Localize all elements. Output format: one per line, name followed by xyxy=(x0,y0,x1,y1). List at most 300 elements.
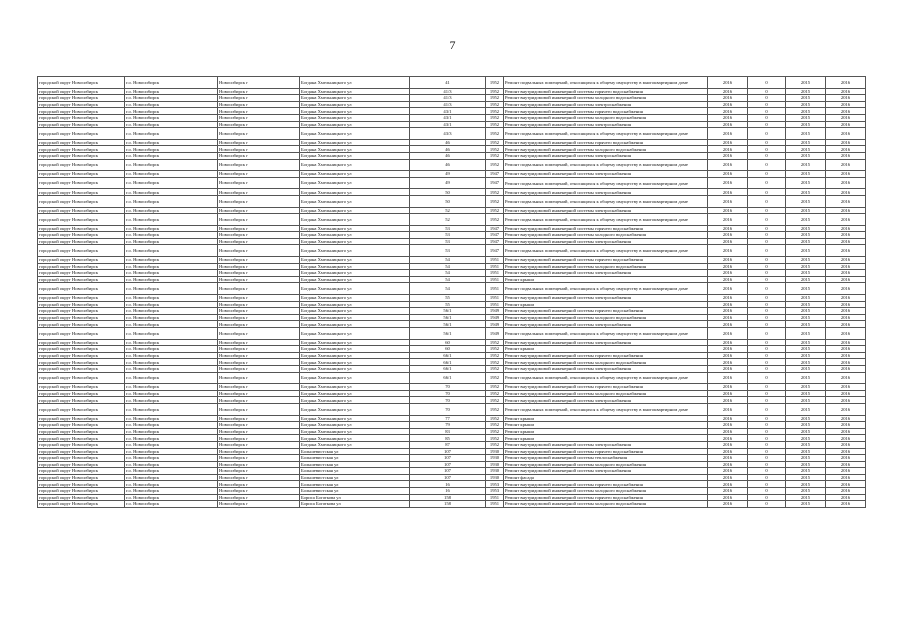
cell-locality: Новосибирск г xyxy=(218,171,300,178)
table-row xyxy=(38,121,866,128)
cell-district: г.о. Новосибирск xyxy=(125,474,218,481)
cell-end-year: 2016 xyxy=(826,372,866,384)
cell-street: Богдана Хмельницкого ул xyxy=(300,422,410,429)
cell-start-year: 2015 xyxy=(786,301,826,308)
cell-district: г.о. Новосибирск xyxy=(125,321,218,328)
cell-amount: 0 xyxy=(748,146,786,153)
cell-district: г.о. Новосибирск xyxy=(125,352,218,359)
cell-work-type: Ремонт внутридомовой инженерной системы горячего водоснабжения xyxy=(504,88,708,95)
table-row xyxy=(38,488,866,495)
cell-locality: Новосибирск г xyxy=(218,146,300,153)
cell-build-year: 1952 xyxy=(486,77,504,89)
cell-district: г.о. Новосибирск xyxy=(125,128,218,140)
cell-house-number: 107 xyxy=(410,474,486,481)
cell-amount: 0 xyxy=(748,384,786,391)
cell-work-type: Ремонт внутридомовой инженерной системы электроснабжения xyxy=(504,397,708,404)
cell-work-type: Ремонт внутридомовой инженерной системы электроснабжения xyxy=(504,365,708,372)
cell-end-year: 2016 xyxy=(826,177,866,189)
cell-start-year: 2015 xyxy=(786,128,826,140)
table-row xyxy=(38,177,866,189)
cell-end-year: 2016 xyxy=(826,257,866,264)
table-row xyxy=(38,455,866,462)
cell-start-year: 2015 xyxy=(786,384,826,391)
cell-amount: 0 xyxy=(748,359,786,366)
cell-street: Богдана Хмельницкого ул xyxy=(300,189,410,196)
cell-district: г.о. Новосибирск xyxy=(125,295,218,302)
cell-plan-year: 2016 xyxy=(708,171,748,178)
table-row xyxy=(38,321,866,328)
cell-plan-year: 2016 xyxy=(708,295,748,302)
cell-end-year: 2016 xyxy=(826,232,866,239)
cell-end-year: 2016 xyxy=(826,384,866,391)
table-row xyxy=(38,159,866,171)
cell-amount: 0 xyxy=(748,390,786,397)
table-row xyxy=(38,494,866,501)
cell-district: г.о. Новосибирск xyxy=(125,501,218,508)
cell-work-type: Ремонт крыши xyxy=(504,415,708,422)
cell-end-year: 2016 xyxy=(826,346,866,353)
cell-build-year: 1952 xyxy=(486,146,504,153)
cell-plan-year: 2016 xyxy=(708,189,748,196)
cell-locality: Новосибирск г xyxy=(218,422,300,429)
cell-build-year: 1952 xyxy=(486,189,504,196)
cell-amount: 0 xyxy=(748,270,786,277)
cell-street: Богдана Хмельницкого ул xyxy=(300,108,410,115)
cell-district: г.о. Новосибирск xyxy=(125,146,218,153)
cell-end-year: 2016 xyxy=(826,77,866,89)
cell-start-year: 2015 xyxy=(786,441,826,448)
cell-street: Богдана Хмельницкого ул xyxy=(300,257,410,264)
cell-build-year: 1930 xyxy=(486,461,504,468)
cell-work-type: Ремонт подвальных помещений, относящихся к общему имуществу в многоквартирном доме xyxy=(504,328,708,340)
cell-house-number: 107 xyxy=(410,448,486,455)
cell-municipality: городской округ Новосибирск xyxy=(38,245,125,257)
cell-municipality: городской округ Новосибирск xyxy=(38,177,125,189)
cell-plan-year: 2016 xyxy=(708,177,748,189)
cell-locality: Новосибирск г xyxy=(218,195,300,207)
cell-plan-year: 2016 xyxy=(708,139,748,146)
cell-district: г.о. Новосибирск xyxy=(125,365,218,372)
cell-end-year: 2016 xyxy=(826,501,866,508)
cell-end-year: 2016 xyxy=(826,95,866,102)
cell-start-year: 2015 xyxy=(786,435,826,442)
cell-street: Богдана Хмельницкого ул xyxy=(300,152,410,159)
cell-street: Большевистская ул xyxy=(300,455,410,462)
cell-start-year: 2015 xyxy=(786,488,826,495)
cell-street: Богдана Хмельницкого ул xyxy=(300,283,410,295)
cell-locality: Новосибирск г xyxy=(218,474,300,481)
cell-municipality: городской округ Новосибирск xyxy=(38,295,125,302)
cell-district: г.о. Новосибирск xyxy=(125,257,218,264)
table-row xyxy=(38,415,866,422)
cell-municipality: городской округ Новосибирск xyxy=(38,488,125,495)
cell-house-number: 83 xyxy=(410,428,486,435)
cell-municipality: городской округ Новосибирск xyxy=(38,159,125,171)
table-row xyxy=(38,95,866,102)
cell-build-year: 1952 xyxy=(486,159,504,171)
cell-locality: Новосибирск г xyxy=(218,428,300,435)
cell-plan-year: 2016 xyxy=(708,359,748,366)
cell-work-type: Ремонт внутридомовой инженерной системы электроснабжения xyxy=(504,207,708,214)
cell-locality: Новосибирск г xyxy=(218,121,300,128)
cell-locality: Новосибирск г xyxy=(218,128,300,140)
cell-plan-year: 2016 xyxy=(708,257,748,264)
cell-work-type: Ремонт внутридомовой инженерной системы холодного водоснабжения xyxy=(504,263,708,270)
cell-end-year: 2016 xyxy=(826,159,866,171)
cell-build-year: 1947 xyxy=(486,177,504,189)
cell-amount: 0 xyxy=(748,114,786,121)
cell-street: Богдана Хмельницкого ул xyxy=(300,314,410,321)
cell-municipality: городской округ Новосибирск xyxy=(38,171,125,178)
cell-district: г.о. Новосибирск xyxy=(125,422,218,429)
cell-start-year: 2015 xyxy=(786,494,826,501)
cell-house-number: 49 xyxy=(410,177,486,189)
table-row xyxy=(38,501,866,508)
table-row xyxy=(38,328,866,340)
cell-street: Богдана Хмельницкого ул xyxy=(300,403,410,415)
cell-amount: 0 xyxy=(748,263,786,270)
cell-end-year: 2016 xyxy=(826,245,866,257)
cell-build-year: 1951 xyxy=(486,276,504,283)
cell-start-year: 2015 xyxy=(786,474,826,481)
cell-amount: 0 xyxy=(748,352,786,359)
cell-work-type: Ремонт внутридомовой инженерной системы горячего водоснабжения xyxy=(504,225,708,232)
cell-plan-year: 2016 xyxy=(708,481,748,488)
cell-municipality: городской округ Новосибирск xyxy=(38,474,125,481)
cell-district: г.о. Новосибирск xyxy=(125,455,218,462)
cell-start-year: 2015 xyxy=(786,189,826,196)
cell-district: г.о. Новосибирск xyxy=(125,95,218,102)
cell-district: г.о. Новосибирск xyxy=(125,159,218,171)
cell-street: Богдана Хмельницкого ул xyxy=(300,146,410,153)
cell-street: Богдана Хмельницкого ул xyxy=(300,397,410,404)
cell-house-number: 56/1 xyxy=(410,314,486,321)
cell-plan-year: 2016 xyxy=(708,245,748,257)
cell-municipality: городской округ Новосибирск xyxy=(38,441,125,448)
cell-street: Богдана Хмельницкого ул xyxy=(300,415,410,422)
cell-work-type: Ремонт внутридомовой инженерной системы горячего водоснабжения xyxy=(504,384,708,391)
cell-start-year: 2015 xyxy=(786,177,826,189)
cell-house-number: 50 xyxy=(410,189,486,196)
cell-start-year: 2015 xyxy=(786,88,826,95)
cell-street: Большевистская ул xyxy=(300,448,410,455)
cell-start-year: 2015 xyxy=(786,328,826,340)
cell-start-year: 2015 xyxy=(786,214,826,226)
cell-build-year: 1951 xyxy=(486,283,504,295)
cell-build-year: 1951 xyxy=(486,494,504,501)
cell-amount: 0 xyxy=(748,88,786,95)
cell-end-year: 2016 xyxy=(826,189,866,196)
table-row xyxy=(38,403,866,415)
table-row xyxy=(38,171,866,178)
cell-work-type: Ремонт подвальных помещений, относящихся к общему имуществу в многоквартирном доме xyxy=(504,214,708,226)
cell-locality: Новосибирск г xyxy=(218,263,300,270)
cell-build-year: 1952 xyxy=(486,207,504,214)
cell-amount: 0 xyxy=(748,128,786,140)
cell-house-number: 43/3 xyxy=(410,128,486,140)
cell-district: г.о. Новосибирск xyxy=(125,232,218,239)
cell-start-year: 2015 xyxy=(786,390,826,397)
cell-plan-year: 2016 xyxy=(708,308,748,315)
cell-plan-year: 2016 xyxy=(708,159,748,171)
cell-start-year: 2015 xyxy=(786,481,826,488)
cell-district: г.о. Новосибирск xyxy=(125,359,218,366)
cell-plan-year: 2016 xyxy=(708,263,748,270)
cell-street: Богдана Хмельницкого ул xyxy=(300,139,410,146)
cell-build-year: 1952 xyxy=(486,114,504,121)
cell-plan-year: 2016 xyxy=(708,346,748,353)
cell-street: Богдана Хмельницкого ул xyxy=(300,95,410,102)
cell-plan-year: 2016 xyxy=(708,448,748,455)
cell-amount: 0 xyxy=(748,448,786,455)
cell-municipality: городской округ Новосибирск xyxy=(38,435,125,442)
table-row xyxy=(38,397,866,404)
cell-start-year: 2015 xyxy=(786,121,826,128)
page-number: 7 xyxy=(449,38,456,52)
cell-plan-year: 2016 xyxy=(708,88,748,95)
cell-house-number: 53 xyxy=(410,238,486,245)
cell-street: Богдана Хмельницкого ул xyxy=(300,384,410,391)
cell-plan-year: 2016 xyxy=(708,283,748,295)
cell-street: Богдана Хмельницкого ул xyxy=(300,435,410,442)
cell-start-year: 2015 xyxy=(786,101,826,108)
cell-end-year: 2016 xyxy=(826,270,866,277)
cell-amount: 0 xyxy=(748,232,786,239)
cell-locality: Новосибирск г xyxy=(218,390,300,397)
cell-build-year: 1953 xyxy=(486,481,504,488)
cell-build-year: 1952 xyxy=(486,88,504,95)
cell-municipality: городской округ Новосибирск xyxy=(38,214,125,226)
cell-start-year: 2015 xyxy=(786,114,826,121)
cell-plan-year: 2016 xyxy=(708,494,748,501)
table-row xyxy=(38,461,866,468)
cell-start-year: 2015 xyxy=(786,339,826,346)
cell-house-number: 70 xyxy=(410,384,486,391)
table-row xyxy=(38,276,866,283)
cell-street: Богдана Хмельницкого ул xyxy=(300,128,410,140)
cell-street: Богдана Хмельницкого ул xyxy=(300,225,410,232)
cell-district: г.о. Новосибирск xyxy=(125,308,218,315)
cell-district: г.о. Новосибирск xyxy=(125,114,218,121)
cell-municipality: городской округ Новосибирск xyxy=(38,276,125,283)
cell-house-number: 41 xyxy=(410,77,486,89)
cell-plan-year: 2016 xyxy=(708,428,748,435)
table-row xyxy=(38,481,866,488)
cell-end-year: 2016 xyxy=(826,238,866,245)
cell-amount: 0 xyxy=(748,455,786,462)
cell-district: г.о. Новосибирск xyxy=(125,207,218,214)
cell-amount: 0 xyxy=(748,121,786,128)
cell-district: г.о. Новосибирск xyxy=(125,461,218,468)
cell-locality: Новосибирск г xyxy=(218,321,300,328)
cell-street: Бориса Богаткова ул xyxy=(300,501,410,508)
cell-build-year: 1949 xyxy=(486,321,504,328)
cell-work-type: Ремонт крыши xyxy=(504,428,708,435)
cell-build-year: 1952 xyxy=(486,139,504,146)
cell-district: г.о. Новосибирск xyxy=(125,139,218,146)
table-row xyxy=(38,152,866,159)
cell-street: Богдана Хмельницкого ул xyxy=(300,428,410,435)
cell-locality: Новосибирск г xyxy=(218,301,300,308)
cell-plan-year: 2016 xyxy=(708,108,748,115)
cell-house-number: 46 xyxy=(410,139,486,146)
cell-amount: 0 xyxy=(748,488,786,495)
cell-start-year: 2015 xyxy=(786,321,826,328)
cell-end-year: 2016 xyxy=(826,195,866,207)
cell-street: Богдана Хмельницкого ул xyxy=(300,207,410,214)
cell-build-year: 1952 xyxy=(486,121,504,128)
cell-end-year: 2016 xyxy=(826,328,866,340)
cell-district: г.о. Новосибирск xyxy=(125,494,218,501)
cell-end-year: 2016 xyxy=(826,422,866,429)
cell-work-type: Ремонт внутридомовой инженерной системы электроснабжения xyxy=(504,238,708,245)
cell-build-year: 1952 xyxy=(486,195,504,207)
cell-district: г.о. Новосибирск xyxy=(125,189,218,196)
cell-district: г.о. Новосибирск xyxy=(125,245,218,257)
cell-end-year: 2016 xyxy=(826,352,866,359)
cell-municipality: городской округ Новосибирск xyxy=(38,146,125,153)
cell-district: г.о. Новосибирск xyxy=(125,384,218,391)
cell-street: Большевистская ул xyxy=(300,461,410,468)
cell-street: Богдана Хмельницкого ул xyxy=(300,121,410,128)
cell-end-year: 2016 xyxy=(826,152,866,159)
cell-plan-year: 2016 xyxy=(708,441,748,448)
cell-district: г.о. Новосибирск xyxy=(125,314,218,321)
cell-municipality: городской округ Новосибирск xyxy=(38,501,125,508)
cell-plan-year: 2016 xyxy=(708,474,748,481)
cell-start-year: 2015 xyxy=(786,207,826,214)
cell-street: Богдана Хмельницкого ул xyxy=(300,328,410,340)
table-row xyxy=(38,108,866,115)
cell-work-type: Ремонт внутридомовой инженерной системы теплоснабжения xyxy=(504,455,708,462)
cell-amount: 0 xyxy=(748,397,786,404)
cell-municipality: городской округ Новосибирск xyxy=(38,494,125,501)
cell-locality: Новосибирск г xyxy=(218,488,300,495)
cell-municipality: городской округ Новосибирск xyxy=(38,428,125,435)
cell-build-year: 1952 xyxy=(486,372,504,384)
table-row xyxy=(38,352,866,359)
cell-street: Богдана Хмельницкого ул xyxy=(300,232,410,239)
cell-amount: 0 xyxy=(748,214,786,226)
cell-house-number: 16 xyxy=(410,488,486,495)
cell-locality: Новосибирск г xyxy=(218,108,300,115)
cell-work-type: Ремонт крыши xyxy=(504,346,708,353)
cell-street: Богдана Хмельницкого ул xyxy=(300,365,410,372)
cell-street: Богдана Хмельницкого ул xyxy=(300,101,410,108)
cell-build-year: 1930 xyxy=(486,474,504,481)
cell-amount: 0 xyxy=(748,283,786,295)
cell-build-year: 1952 xyxy=(486,422,504,429)
cell-build-year: 1930 xyxy=(486,448,504,455)
cell-start-year: 2015 xyxy=(786,346,826,353)
cell-house-number: 107 xyxy=(410,461,486,468)
cell-locality: Новосибирск г xyxy=(218,214,300,226)
cell-amount: 0 xyxy=(748,494,786,501)
cell-work-type: Ремонт внутридомовой инженерной системы горячего водоснабжения xyxy=(504,448,708,455)
cell-work-type: Ремонт внутридомовой инженерной системы горячего водоснабжения xyxy=(504,481,708,488)
cell-house-number: 56/1 xyxy=(410,308,486,315)
cell-district: г.о. Новосибирск xyxy=(125,397,218,404)
cell-plan-year: 2016 xyxy=(708,501,748,508)
cell-build-year: 1952 xyxy=(486,214,504,226)
cell-plan-year: 2016 xyxy=(708,384,748,391)
cell-locality: Новосибирск г xyxy=(218,95,300,102)
cell-end-year: 2016 xyxy=(826,108,866,115)
cell-work-type: Ремонт внутридомовой инженерной системы холодного водоснабжения xyxy=(504,95,708,102)
cell-amount: 0 xyxy=(748,328,786,340)
table-row xyxy=(38,263,866,270)
cell-build-year: 1947 xyxy=(486,245,504,257)
cell-plan-year: 2016 xyxy=(708,121,748,128)
cell-street: Богдана Хмельницкого ул xyxy=(300,352,410,359)
cell-work-type: Ремонт подвальных помещений, относящихся к общему имуществу в многоквартирном доме xyxy=(504,245,708,257)
cell-start-year: 2015 xyxy=(786,448,826,455)
cell-work-type: Ремонт внутридомовой инженерной системы горячего водоснабжения xyxy=(504,139,708,146)
cell-house-number: 60 xyxy=(410,339,486,346)
cell-end-year: 2016 xyxy=(826,114,866,121)
cell-amount: 0 xyxy=(748,461,786,468)
cell-build-year: 1952 xyxy=(486,352,504,359)
table-row xyxy=(38,339,866,346)
cell-house-number: 70 xyxy=(410,390,486,397)
cell-plan-year: 2016 xyxy=(708,114,748,121)
cell-build-year: 1949 xyxy=(486,328,504,340)
table-row xyxy=(38,283,866,295)
cell-plan-year: 2016 xyxy=(708,328,748,340)
cell-municipality: городской округ Новосибирск xyxy=(38,263,125,270)
cell-start-year: 2015 xyxy=(786,422,826,429)
cell-plan-year: 2016 xyxy=(708,455,748,462)
cell-end-year: 2016 xyxy=(826,488,866,495)
table-row xyxy=(38,390,866,397)
cell-municipality: городской округ Новосибирск xyxy=(38,283,125,295)
cell-work-type: Ремонт внутридомовой инженерной системы электроснабжения xyxy=(504,295,708,302)
cell-end-year: 2016 xyxy=(826,263,866,270)
table-row xyxy=(38,257,866,264)
cell-plan-year: 2016 xyxy=(708,415,748,422)
cell-start-year: 2015 xyxy=(786,461,826,468)
cell-build-year: 1953 xyxy=(486,488,504,495)
cell-municipality: городской округ Новосибирск xyxy=(38,232,125,239)
cell-end-year: 2016 xyxy=(826,481,866,488)
cell-municipality: городской округ Новосибирск xyxy=(38,225,125,232)
cell-amount: 0 xyxy=(748,245,786,257)
table-row xyxy=(38,468,866,475)
table-row xyxy=(38,308,866,315)
cell-house-number: 66/1 xyxy=(410,359,486,366)
cell-municipality: городской округ Новосибирск xyxy=(38,403,125,415)
cell-work-type: Ремонт крыши xyxy=(504,422,708,429)
cell-locality: Новосибирск г xyxy=(218,365,300,372)
cell-plan-year: 2016 xyxy=(708,397,748,404)
cell-amount: 0 xyxy=(748,474,786,481)
cell-build-year: 1951 xyxy=(486,257,504,264)
cell-amount: 0 xyxy=(748,481,786,488)
cell-street: Богдана Хмельницкого ул xyxy=(300,346,410,353)
cell-locality: Новосибирск г xyxy=(218,352,300,359)
cell-municipality: городской округ Новосибирск xyxy=(38,390,125,397)
cell-street: Богдана Хмельницкого ул xyxy=(300,301,410,308)
cell-municipality: городской округ Новосибирск xyxy=(38,95,125,102)
cell-district: г.о. Новосибирск xyxy=(125,88,218,95)
cell-work-type: Ремонт подвальных помещений, относящихся к общему имуществу в многоквартирном доме xyxy=(504,77,708,89)
cell-street: Богдана Хмельницкого ул xyxy=(300,245,410,257)
cell-amount: 0 xyxy=(748,372,786,384)
cell-plan-year: 2016 xyxy=(708,238,748,245)
cell-work-type: Ремонт внутридомовой инженерной системы горячего водоснабжения xyxy=(504,108,708,115)
cell-locality: Новосибирск г xyxy=(218,283,300,295)
cell-district: г.о. Новосибирск xyxy=(125,121,218,128)
